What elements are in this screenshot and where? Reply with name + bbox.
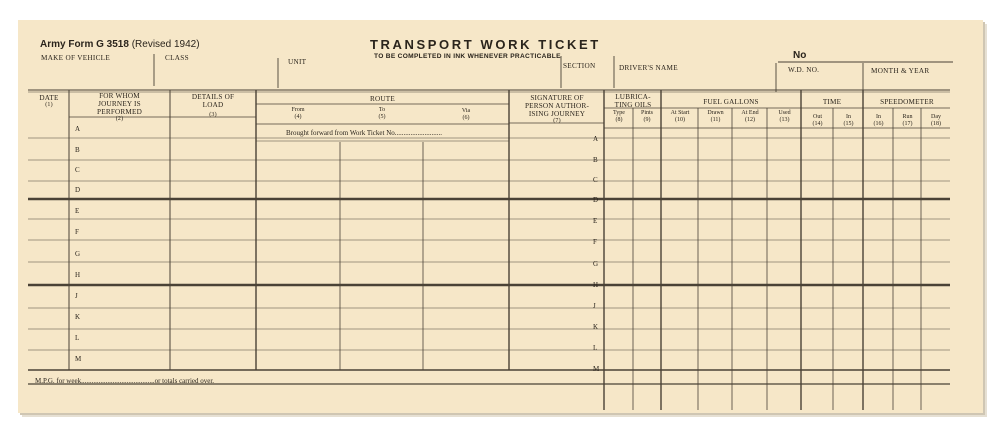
form-revision: (Revised 1942) (131, 39, 200, 50)
col-speedo-run-header: Run (17) (902, 114, 913, 127)
row-letter-e: E (75, 207, 80, 215)
sig-row-letter-g: G (593, 260, 599, 268)
row-letter-f: F (75, 228, 79, 236)
col-fuel-gallons-header: FUEL GALLONS (703, 98, 759, 106)
col-speedometer-header: SPEEDOMETER (880, 98, 934, 106)
sig-row-letter-e: E (593, 217, 598, 225)
row-letter-j: J (75, 292, 78, 300)
sig-row-letter-h: H (593, 281, 599, 289)
sig-row-letter-b: B (593, 156, 598, 164)
col-fuel-end-header: At End (12) (741, 110, 759, 123)
drivers-name-field[interactable]: DRIVER'S NAME (619, 64, 678, 72)
row-letter-h: H (75, 271, 81, 279)
mpg-footer-line[interactable]: M.P.G. for week..........................................or totals carried over. (35, 377, 215, 385)
sig-row-letter-j: J (593, 302, 596, 310)
sig-row-letter-c: C (593, 176, 598, 184)
work-ticket-form (18, 20, 983, 413)
unit-field[interactable]: UNIT (288, 58, 307, 66)
col-route-header: ROUTE (370, 95, 395, 103)
form-grid-lines (18, 20, 983, 413)
form-title: TRANSPORT WORK TICKET (370, 37, 601, 52)
sig-row-letter-k: K (593, 323, 599, 331)
col-to-header: To (5) (378, 107, 386, 120)
section-field[interactable]: SECTION (563, 62, 596, 70)
row-letter-m: M (75, 355, 82, 363)
col-fuel-used-header: Used (13) (778, 110, 791, 123)
sig-row-letter-f: F (593, 238, 597, 246)
col-date-header: DATE (1) (39, 94, 59, 108)
row-letter-g: G (75, 250, 81, 258)
col-time-out-header: Out (14) (812, 114, 823, 127)
sig-row-letter-l: L (593, 344, 598, 352)
form-subtitle: TO BE COMPLETED IN INK WHENEVER PRACTICABLE (374, 53, 561, 60)
form-number: Army Form G 3518 (Revised 1942) (40, 39, 200, 50)
col-for-whom-header: FOR WHOM JOURNEY IS PERFORMED (2) (97, 92, 142, 122)
col-fuel-drawn-header: Drawn (11) (707, 110, 724, 123)
col-time-in-header: In (15) (843, 114, 854, 127)
brought-forward-line[interactable]: Brought forward from Work Ticket No........................... (286, 129, 443, 137)
col-from-header: From (4) (291, 107, 305, 120)
col-time-header: TIME (822, 98, 842, 106)
row-letter-l: L (75, 334, 80, 342)
row-letter-b: B (75, 146, 80, 154)
row-letter-a: A (75, 125, 81, 133)
make-of-vehicle-field[interactable]: MAKE OF VEHICLE (41, 54, 111, 62)
col-signature-header: SIGNATURE OF PERSON AUTHOR- ISING JOURNEY (7) (524, 94, 590, 124)
row-letter-c: C (75, 166, 80, 174)
row-letter-d: D (75, 186, 81, 194)
sig-row-letter-a: A (593, 135, 599, 143)
col-lubricating-oils-header: LUBRICA- TING OILS (614, 93, 652, 109)
col-speedo-in-header: In (16) (873, 114, 884, 127)
row-letter-k: K (75, 313, 81, 321)
sig-row-letter-m: M (593, 365, 600, 373)
col-lub-type-header: Type (8) (613, 110, 625, 123)
sig-row-letter-d: D (593, 196, 599, 204)
ticket-number-label: No (793, 50, 807, 61)
month-year-field[interactable]: MONTH & YEAR (871, 67, 930, 75)
col-via-header: Via (6) (461, 108, 471, 121)
col-fuel-start-header: At Start (10) (670, 110, 690, 123)
wd-number-field[interactable]: W.D. NO. (788, 66, 820, 74)
col-details-header: DETAILS OF LOAD (3) (191, 93, 235, 118)
class-field[interactable]: CLASS (165, 54, 189, 62)
col-speedo-day-header: Day (18) (931, 114, 941, 127)
col-lub-pints-header: Pints (9) (640, 110, 653, 123)
